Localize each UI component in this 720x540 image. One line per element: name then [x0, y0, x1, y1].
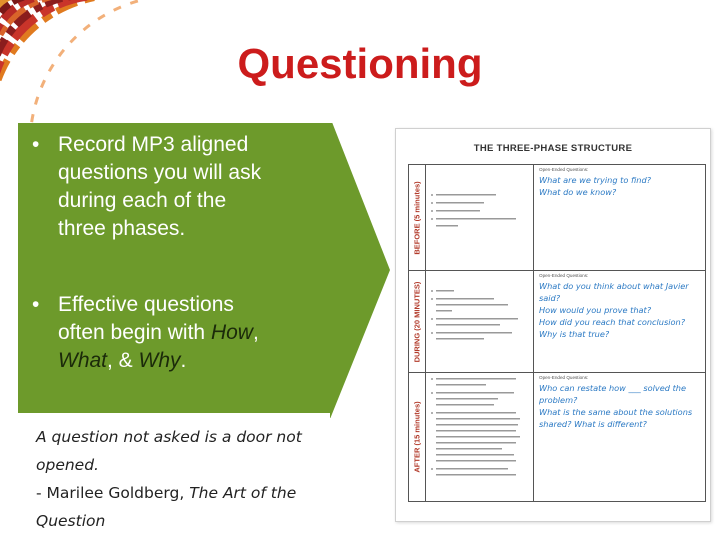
handwritten-question: What do you think about what Javier said? — [539, 281, 689, 303]
phase-after — [408, 372, 706, 502]
phase-label-cell — [409, 271, 426, 373]
phase-label-cell — [409, 165, 426, 271]
questions-label: Open-Ended Questions: — [539, 167, 589, 172]
illegible-notes — [430, 376, 528, 496]
handwritten-question: How would you prove that? — [539, 305, 652, 315]
phase-label-cell — [409, 373, 426, 501]
bullet-marker: • — [32, 133, 40, 156]
separator: , & — [107, 349, 139, 372]
three-phase-document — [395, 128, 711, 522]
phase-questions — [535, 373, 705, 501]
handwritten-question: Why is that true? — [539, 329, 610, 339]
handwritten-question: What is the same about the solutions shared? What is different? — [539, 407, 693, 429]
questions-label: Open-Ended Questions: — [539, 375, 589, 380]
attribution-work: The Art of the Question — [36, 484, 297, 530]
phase-notes — [426, 271, 534, 373]
phase-label: BEFORE (5 minutes) — [412, 181, 422, 255]
phase-before — [408, 164, 706, 271]
phase-questions — [535, 165, 705, 271]
page-title: Questioning — [237, 40, 483, 87]
bullet-effective-questions — [32, 291, 267, 375]
quote-text: A question not asked is a door not opened. — [36, 428, 302, 474]
separator: , — [252, 321, 259, 344]
bullet-marker: • — [32, 293, 40, 316]
document-title: THE THREE-PHASE STRUCTURE — [473, 143, 633, 154]
right-arrow-icon — [270, 123, 395, 418]
handwritten-question: What do we know? — [539, 187, 617, 197]
bullet-text-prefix: Effective questions often begin with — [58, 293, 234, 344]
bullet-record-questions — [32, 131, 267, 243]
handwritten-question: What are we trying to find? — [539, 175, 652, 185]
bullet-text: Record MP3 aligned questions you will ask during each of the three phases. — [58, 133, 262, 240]
phase-questions — [535, 271, 705, 373]
quote-attribution — [36, 479, 326, 535]
word-how: How — [210, 321, 253, 344]
phase-notes — [426, 373, 534, 501]
word-what: What — [58, 349, 108, 372]
questions-label: Open-Ended Questions: — [539, 273, 589, 278]
illegible-notes — [430, 168, 528, 238]
phase-notes — [426, 165, 534, 271]
word-why: Why — [138, 349, 181, 372]
handwritten-question: Who can restate how ___ solved the problem? — [539, 383, 687, 405]
bullet-text — [58, 291, 267, 375]
quote-block — [36, 423, 326, 535]
phase-during — [408, 270, 706, 373]
bullet-panel — [18, 123, 271, 413]
illegible-notes — [430, 274, 528, 354]
bullet-suffix: . — [180, 349, 187, 372]
phase-label: AFTER (15 minutes) — [412, 401, 422, 473]
decorative-arcs — [0, 0, 200, 130]
attribution-author: - Marilee Goldberg, — [36, 484, 190, 502]
handwritten-question: How did you reach that conclusion? — [539, 317, 686, 327]
phase-label: DURING (20 MINUTES) — [412, 281, 422, 363]
